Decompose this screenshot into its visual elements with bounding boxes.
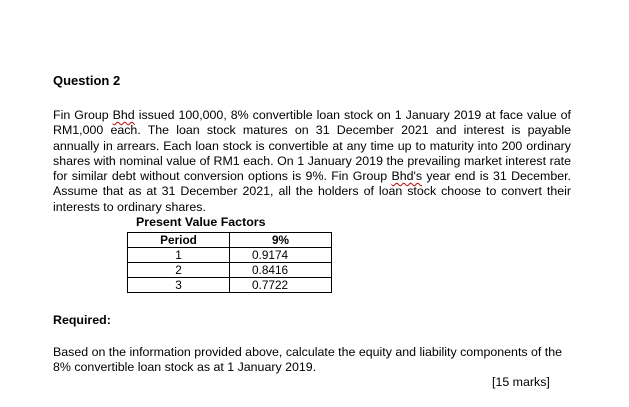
factor-cell: 0.7722: [230, 278, 332, 293]
paragraph-text-2: issued 100,000, 8% convertible loan stock on 1 January 2019 at face value of RM1,000 each. The loan stock matures on 31 December 2021 and interest is payable annually in arrears. Each loan stock is convertible at any time up to maturity into 200 ordinary shares with nominal value of RM1 each. On 1 January 2019 the prevailing market interest rate for similar debt without conversion options is 9%. Fin Group: [53, 108, 571, 184]
column-header-period: Period: [128, 233, 230, 248]
marks-label: [15 marks]: [492, 375, 550, 389]
period-cell: 2: [128, 263, 230, 278]
question-paragraph: [53, 108, 571, 215]
required-label: Required:: [53, 313, 111, 327]
required-instruction: Based on the information provided above, calculate the equity and liability components of the 8% convertible loan stock as at 1 January 2019.: [53, 345, 563, 375]
period-cell: 3: [128, 278, 230, 293]
table-row: [128, 248, 332, 263]
factor-cell: 0.8416: [230, 263, 332, 278]
table-row: [128, 278, 332, 293]
present-value-table: [127, 232, 332, 293]
table-header-row: [128, 233, 332, 248]
paragraph-text-1: Fin Group: [53, 108, 113, 122]
table-row: [128, 263, 332, 278]
period-cell: 1: [128, 248, 230, 263]
spellcheck-word-bhd: Bhd: [112, 108, 135, 122]
spellcheck-word-bhds: Bhd's: [391, 169, 423, 184]
paragraph-text-3: year end is 31 December. Assume that as at 31 December 2021, all the holders of loan stock choose to convert their interests to ordinary shares.: [53, 169, 571, 214]
column-header-rate: 9%: [230, 233, 332, 248]
table-title: Present Value Factors: [136, 215, 266, 229]
factor-cell: 0.9174: [230, 248, 332, 263]
question-heading: Question 2: [53, 73, 121, 88]
